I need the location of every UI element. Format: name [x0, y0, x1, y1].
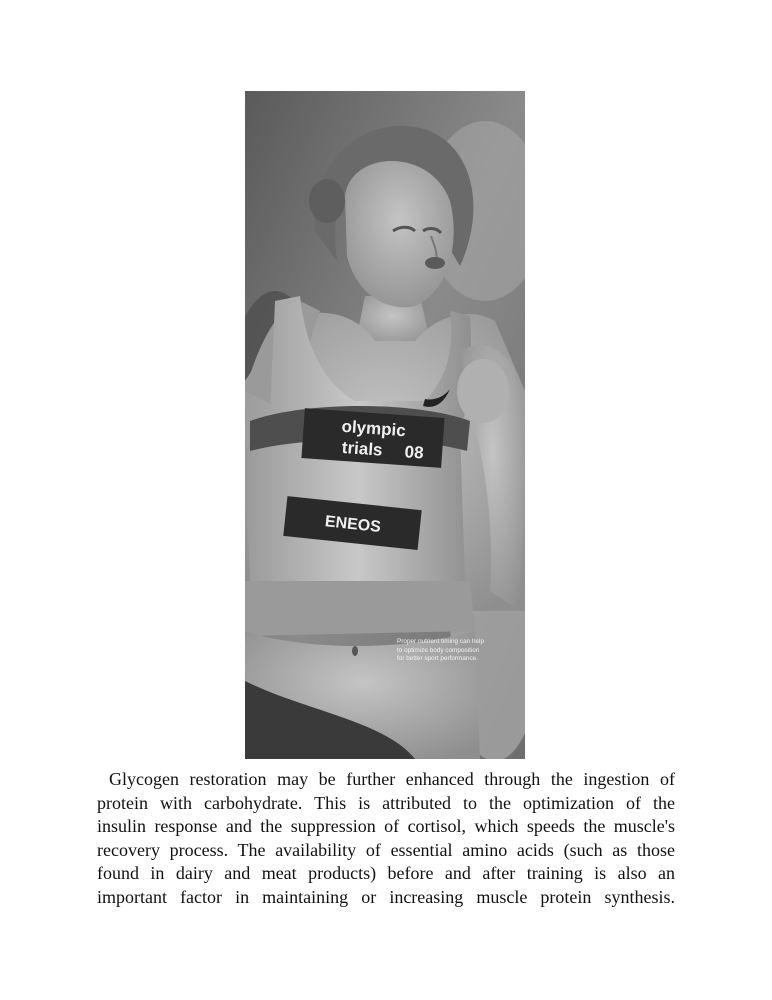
- paragraph-line: recovery process. The availability of essential amino acids (such as those: [97, 839, 675, 860]
- caption-line: for better sport performance.: [397, 655, 478, 662]
- hip-sponsor-text: ENEOS: [324, 513, 382, 536]
- paragraph-line: insulin response and the suppression of cortisol, which speeds the muscle's: [97, 816, 675, 836]
- body-paragraph: [97, 768, 675, 909]
- paragraph-line: found in dairy and meat products) before and after training is also an: [97, 863, 675, 883]
- paragraph-line: important factor in maintaining or increasing muscle protein synthesis.: [97, 886, 675, 907]
- bib-top-text: olympic: [340, 416, 407, 441]
- bib-bottom-text: trials: [341, 437, 384, 460]
- paragraph-line: Glycogen restoration may be further enhanced through the ingestion of: [109, 769, 675, 789]
- paragraph-line: protein with carbohydrate. This is attributed to the optimization of the: [97, 792, 675, 813]
- caption-line: to optimize body composition: [397, 646, 480, 654]
- caption-line: Proper nutrient timing can help: [397, 638, 485, 645]
- athlete-photo: [245, 91, 525, 759]
- bib-year-text: 08: [403, 442, 425, 463]
- photo-caption: [397, 638, 522, 664]
